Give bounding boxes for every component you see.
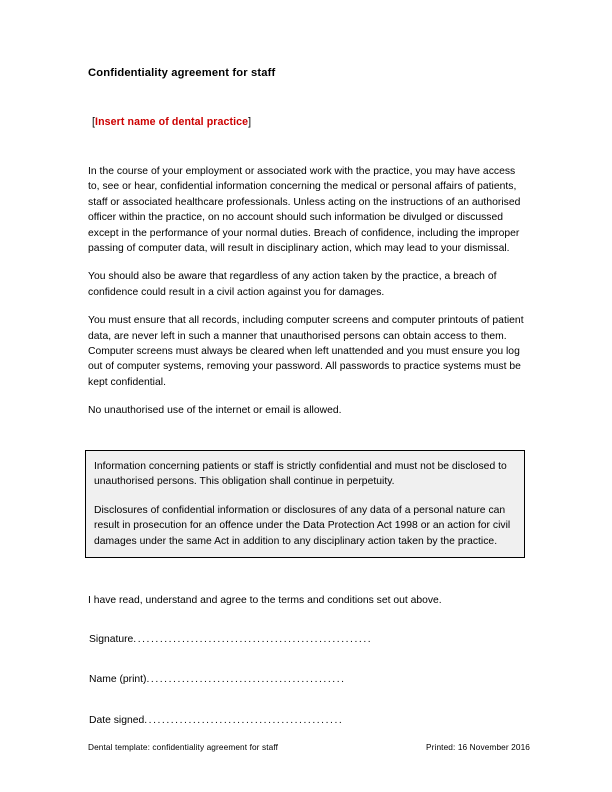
placeholder-close-bracket: ] (248, 116, 252, 128)
practice-name-field[interactable]: Insert name of dental practice (95, 116, 249, 128)
practice-name-placeholder (92, 116, 251, 128)
name-print-label: Name (print) (89, 674, 147, 686)
signature-label: Signature (89, 634, 134, 645)
placeholder-open-bracket: [ (92, 116, 96, 128)
signature-row-signature (89, 632, 529, 647)
page-title: Confidentiality agreement for staff (88, 67, 276, 79)
date-signed-leader-line[interactable]: ............................................. (144, 714, 344, 726)
document-content (88, 66, 528, 726)
confidentiality-notice-box (85, 450, 525, 558)
page-footer (88, 742, 530, 752)
signature-block (89, 632, 529, 753)
date-signed-label: Date signed (89, 714, 145, 726)
paragraph-internet-use: No unauthorised use of the internet or email is allowed. (88, 405, 342, 417)
signature-row-date (89, 713, 529, 728)
paragraph-records-security: You must ensure that all records, including computer screens and computer printouts of patient data, are never left in such a manner that unauthorised persons can obtain access to them. Computer screens must always be cleared when left unattended and you must ensure you log out of computer systems, removing your password. All passwords to practice systems must be kept confidential. (88, 315, 524, 388)
signature-leader-line[interactable]: ...................................................... (133, 634, 373, 645)
notice-paragraph-perpetuity: Information concerning patients or staff is strictly confidential and must not be disclosed to unauthorised persons. This obligation shall continue in perpetuity. (94, 461, 507, 488)
notice-paragraph-data-protection-act: Disclosures of confidential information or disclosures of any data of a personal nature can result in prosecution for an offence under the Data Protection Act 1998 or an action for civil damages under the same Act in addition to any disciplinary action taken by the practice. (94, 504, 511, 547)
agreement-statement: I have read, understand and agree to the terms and conditions set out above. (88, 595, 442, 606)
footer-printed-date: Printed: 16 November 2016 (426, 742, 530, 752)
paragraph-civil-action: You should also be aware that regardless of any action taken by the practice, a breach of confidence could result in a civil action against you for damages. (88, 271, 497, 298)
paragraph-employment-confidentiality: In the course of your employment or associated work with the practice, you may have access to, see or hear, confidential information concerning the medical or personal affairs of patients, staff or associated healthcare professionals. Unless acting on the instructions of an authorised officer within the practice, on no account should such information be divulged or discussed except in the performance of your normal duties. Breach of confidence, including the improper passing of computer data, will result in disciplinary action, which may lead to your dismissal. (88, 166, 521, 255)
footer-template-name: Dental template: confidentiality agreement for staff (88, 742, 278, 752)
body-paragraphs (88, 164, 528, 432)
name-print-leader-line[interactable]: ............................................. (146, 674, 346, 686)
signature-row-name (89, 672, 529, 687)
